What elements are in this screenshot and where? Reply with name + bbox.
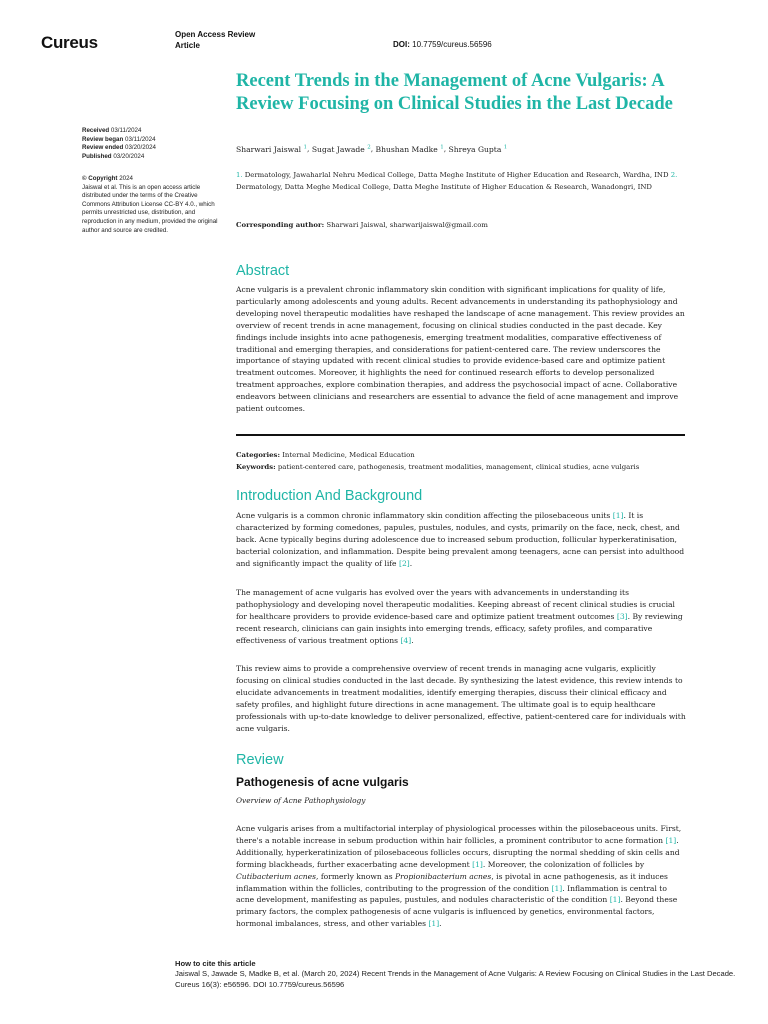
intro-paragraph-3: This review aims to provide a comprehensive overview of recent trends in managing acne vulgaris, explicitly focusing on clinical studies conducted in the last decade. By synthesizing the latest evidence, this review intends to elucidate advancements in treatment modalities, identify emerging therapies, discuss their clinical efficacy and safety profiles, and highlight future directions in acne management. The ultimate goal is to equip healthcare professionals with up-to-date knowledge to deliver personalized, effective, patient-centered care for individuals with acne vulgaris. — [236, 664, 686, 733]
article-title: Recent Trends in the Management of Acne Vulgaris: A Review Focusing on Clinical Studies in the Last Decade — [236, 71, 673, 114]
review-paragraph-1: Acne vulgaris arises from a multifactorial interplay of physiological processes within the pilosebaceous units. First, there's a notable increase in sebum production within hair follicles, a prominent contributor to acne formation [1]. Additionally, hyperkeratinization of pilosebaceous follicles occurs, disrupting the normal shedding of skin cells and forming blackheads, further exacerbating acne development [1]. Moreover, the colonization of follicles by Cutibacterium acnes, formerly known as Propionibacterium acnes, is pivotal in acne pathogenesis, as it induces inflammation within the follicles, contributing to the progression of the condition [1]. Inflammation is central to acne development, manifesting as papules, pustules, and nodules characteristic of the condition [1]. Beyond these primary factors, the complex pathogenesis of acne vulgaris is influenced by genetics, environmental factors, hormonal imbalances, stress, and other variables [1]. — [236, 824, 682, 929]
sidebar-dates — [82, 127, 222, 161]
reference-link[interactable]: [1] — [665, 835, 677, 845]
article-type: Open Access Review Article — [175, 30, 256, 50]
abstract-heading: Abstract — [236, 263, 290, 279]
author[interactable]: Sharwari Jaiswal $^1$ — [236, 144, 308, 154]
reference-link[interactable]: [1] — [609, 895, 621, 905]
pathogenesis-heading: Pathogenesis of acne vulgaris — [236, 775, 409, 789]
author[interactable]: Shreya Gupta $^1$ — [448, 144, 508, 154]
overview-subheading: Overview of Acne Pathophysiology — [236, 796, 366, 805]
intro-heading: Introduction And Background — [236, 488, 423, 504]
date-published: Published 03/20/2024 — [82, 152, 145, 160]
author[interactable]: Bhushan Madke $^1$ — [375, 144, 444, 154]
author[interactable]: Sugat Jawade $^2$ — [311, 144, 371, 154]
divider — [236, 434, 685, 436]
journal-logo: Cureus — [41, 33, 98, 52]
reference-link[interactable]: [4] — [400, 635, 412, 645]
reference-link[interactable]: [1] — [428, 919, 440, 929]
abstract-text: Acne vulgaris is a prevalent chronic inflammatory skin condition with significant implications for quality of life, particularly among adolescents and young adults. Recent advancements in understanding its pathophysiology and developing novel therapeutic modalities have reshaped the landscape of acne management. This review provides an overview of recent trends in acne management, focusing on clinical studies conducted in the past decade. Key findings include insights into acne pathogenesis, emerging treatment modalities, comparative effectiveness of traditional and emerging therapies, and considerations for patient-centered care. The review underscores the importance of staying updated with recent clinical studies to provide evidence-based care and optimize patient treatment outcomes. Moreover, it highlights the need for continued research efforts to develop personalized treatment approaches, explore combination therapies, and address the psychosocial impact of acne. Collaborative endeavors between clinicians and researchers are essential to advance the field of acne management and improve patient outcomes. — [236, 285, 685, 414]
keywords: Keywords: patient-centered care, pathogenesis, treatment modalities, management, clinical studies, acne vulgaris — [236, 463, 640, 471]
reference-link[interactable]: [3] — [616, 611, 628, 621]
doi[interactable]: DOI: 10.7759/cureus.56596 — [393, 40, 492, 49]
affiliations: 1. Dermatology, Jawaharlal Nehru Medical College, Datta Meghe Institute of Higher Education and Research, Wardha, IND 2. Dermatology, Datta Meghe Medical College, Datta Meghe Institute of Higher Education & Research, Wanadongri, IND — [236, 171, 678, 191]
reference-link[interactable]: [2] — [398, 558, 410, 568]
citation-footer: How to cite this article Jaiswal S, Jawade S, Madke B, et al. (March 20, 2024) Recent Trends in the Management of Acne Vulgaris: A Review Focusing on Clinical Studies in the Last Decade. Cureus 16(3): e56596. DOI 10.7759/cureus.56596 — [175, 959, 736, 989]
reference-link[interactable]: [1] — [472, 859, 483, 869]
sidebar-copyright: © Copyright 2024 Jaiswal et al. This is an open access article distributed under the terms of the Creative Commons Attribution License CC-BY 4.0., which permits unrestricted use, distribution, and reproduction in any medium, provided the original author and source are credited. — [82, 175, 222, 235]
categories: Categories: Internal Medicine, Medical Education — [236, 451, 415, 459]
intro-paragraph-2: The management of acne vulgaris has evolved over the years with advancements in understanding its pathophysiology and developing novel therapeutic modalities. Keeping abreast of recent clinical studies is crucial for healthcare providers to provide evidence-based care and optimize patient treatment outcomes [3]. By reviewing recent research, clinicians can gain insights into emerging trends, efficacy, safety profiles, and comparative effectiveness of various treatment options [4]. — [236, 588, 683, 645]
intro-paragraph-1: Acne vulgaris is a common chronic inflammatory skin condition affecting the pilosebaceous units [1]. It is characterized by forming comedones, papules, pustules, nodules, and cysts, primarily on the face, neck, chest, and back. Acne typically begins during adolescence due to increased sebum production, follicular hyperkeratinisation, bacterial colonization, and inflammation. Despite being prevalent among teenagers, acne can persist into adulthood and significantly impact the quality of life [2]. — [236, 511, 685, 568]
corresponding-author: Corresponding author: Sharwari Jaiswal, sharwarijaiswal@gmail.com — [236, 221, 488, 229]
license-text: Jaiswal et al. This is an open access article distributed under the terms of the Creative Commons Attribution License CC-BY 4.0., which permits unrestricted use, distribution, and reproduction in any medium, provided the original author and source are credited. — [82, 183, 218, 234]
reference-link[interactable]: [1] — [551, 883, 563, 893]
date-received: Received 03/11/2024 — [82, 127, 142, 134]
author-list: Sharwari Jaiswal $^1$, Sugat Jawade $^2$, Bhushan Madke $^1$, Shreya Gupta $^1$ — [236, 144, 508, 154]
date-review-ended: Review ended 03/20/2024 — [82, 144, 156, 152]
reference-link[interactable]: [1] — [612, 511, 624, 520]
review-heading: Review — [236, 752, 284, 768]
date-review-began: Review began 03/11/2024 — [82, 135, 156, 143]
